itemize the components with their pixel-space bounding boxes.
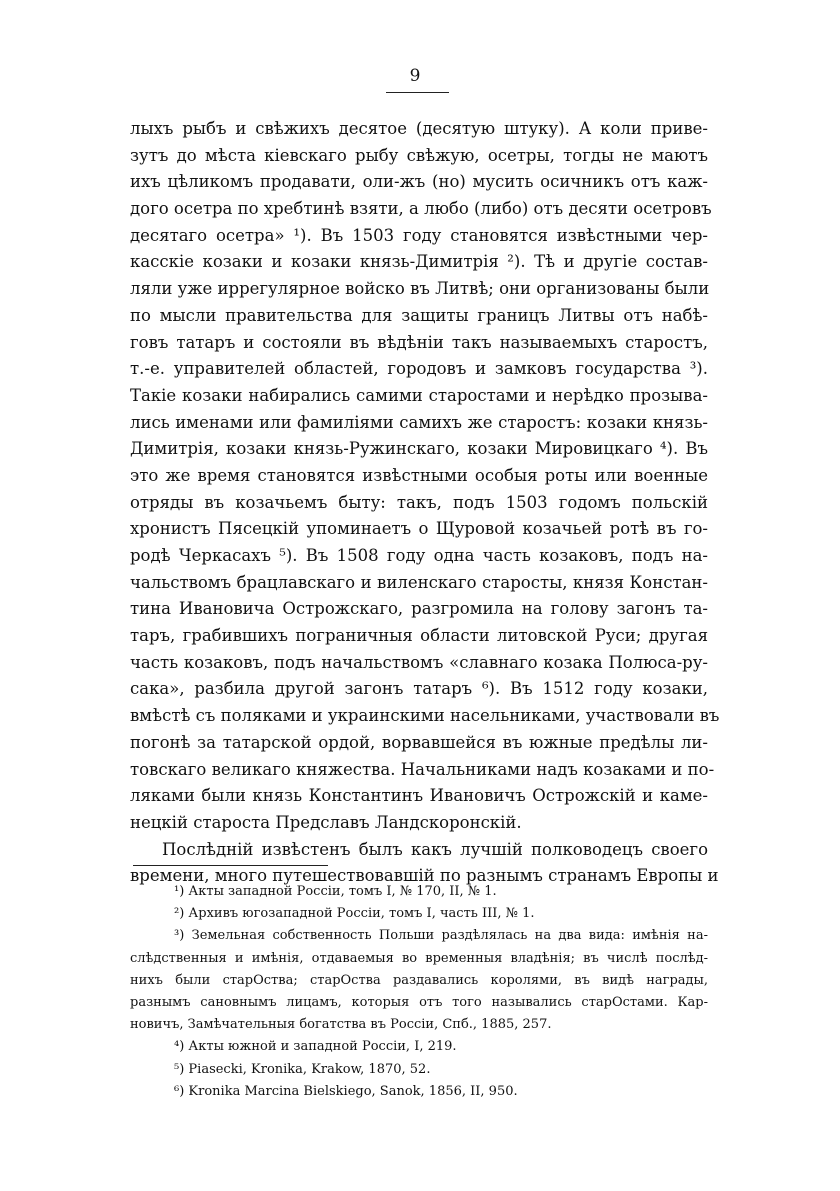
body-line: Димитрія, козаки князь-Ружинскаго, козаки Мировицкаго ⁴). Въ	[130, 439, 708, 459]
footnote-line: новичъ, Замѣчательныя богатства въ Россіи, Спб., 1885, 257.	[130, 1017, 552, 1033]
body-line: родѣ Черкасахъ ⁵). Въ 1508 году одна часть козаковъ, подъ на-	[130, 546, 708, 565]
body-line: ляками были князь Константинъ Ивановичъ Острожскій и каме-	[130, 786, 708, 806]
footnotes	[130, 881, 708, 1103]
page-number: 9	[409, 66, 421, 86]
body-line: т.-е. управителей областей, городовъ и замковъ государства ³).	[130, 359, 708, 379]
body-line: часть козаковъ, подъ начальствомъ «славнаго козака Полюса-ру-	[130, 652, 708, 672]
body-line: ихъ цѣликомъ продавати, оли-жъ (но) мусить осичникъ отъ каж-	[130, 172, 708, 192]
footnote-line: нихъ были старОства; старОства раздавались королями, въ видѣ награды,	[130, 972, 708, 988]
body-line: погонѣ за татарской ордой, ворвавшейся въ южные предѣлы ли-	[130, 732, 708, 752]
footnote-line: ⁶) Kronika Marcina Bielskiego, Sanok, 1856, II, 950.	[174, 1083, 518, 1099]
footnote-line: ¹) Акты западной Россіи, томъ I, № 170, II, № 1.	[174, 884, 497, 899]
body-line: времени, много путешествовавшій по разнымъ странамъ Европы и	[130, 866, 719, 886]
body-line: по мысли правительства для защиты границъ Литвы отъ набѣ-	[130, 305, 708, 325]
body-line: вмѣстѣ съ поляками и украинскими насельниками, участвовали въ	[130, 706, 720, 726]
footnote-line: ³) Земельная собственность Польши раздѣлялась на два вида: имѣнія на-	[174, 928, 708, 944]
header-rule	[386, 92, 449, 93]
body-line: ляли уже иррегулярное войско въ Литвѣ; они организованы были	[130, 279, 710, 299]
body-line: зутъ до мѣста кіевскаго рыбу свѣжую, осетры, тогды не маютъ	[130, 145, 708, 165]
body-line: десятаго осетра» ¹). Въ 1503 году становятся извѣстными чер-	[130, 225, 708, 245]
body-line: Послѣдній извѣстенъ былъ какъ лучшій полководецъ своего	[162, 839, 708, 859]
body-line: товскаго великаго княжества. Начальниками надъ козаками и по-	[130, 759, 715, 779]
body-line: чальствомъ брацлавскаго и виленскаго старосты, князя Констан-	[130, 572, 708, 592]
body-line: хронистъ Пясецкій упоминаетъ о Щуровой козачьей ротѣ въ го-	[130, 519, 708, 539]
body-line: сака», разбила другой загонъ татаръ ⁶). Въ 1512 году козаки,	[130, 679, 708, 699]
body-line: таръ, грабившихъ пограничныя области литовской Руси; другая	[130, 626, 708, 646]
body-line: нецкій староста Предславъ Ландскоронскій.	[130, 812, 522, 832]
body-line: Такіе козаки набирались самими старостами и нерѣдко прозыва-	[130, 385, 708, 405]
body-text	[130, 116, 720, 890]
body-line: лыхъ рыбъ и свѣжихъ десятое (десятую штуку). А коли приве-	[130, 119, 708, 138]
footnote-line: ²) Архивъ югозападной Россіи, томъ I, часть III, № 1.	[174, 906, 535, 922]
body-line: отряды въ козачьемъ быту: такъ, подъ 1503 годомъ польскій	[130, 492, 708, 512]
footnote-rule	[133, 865, 328, 866]
body-line: дого осетра по хребтинѣ взяти, а любо (либо) отъ десяти осетровъ	[130, 199, 712, 219]
footnote-line: слѣдственныя и имѣнія, отдаваемыя во временныя владѣнія; въ числѣ послѣд-	[130, 950, 708, 966]
body-line: касскіе козаки и козаки князь-Димитрія ²). Тѣ и другіе состав-	[130, 252, 708, 272]
body-line: тина Ивановича Острожскаго, разгромила на голову загонъ та-	[130, 599, 708, 619]
body-line: лись именами или фамиліями самихъ же старостъ: козаки князь-	[130, 412, 708, 432]
footnote-line: ⁴) Акты южной и западной Россіи, I, 219.	[174, 1039, 457, 1055]
footnote-line: ⁵) Piasecki, Kronika, Krakow, 1870, 52.	[174, 1061, 431, 1077]
body-line: говъ татаръ и состояли въ вѣдѣніи такъ называемыхъ старостъ,	[130, 332, 708, 352]
footnote-line: разнымъ сановнымъ лицамъ, которыя отъ того назывались старОстами. Кар-	[130, 994, 708, 1010]
body-line: это же время становятся извѣстными особыя роты или военные	[130, 465, 708, 485]
